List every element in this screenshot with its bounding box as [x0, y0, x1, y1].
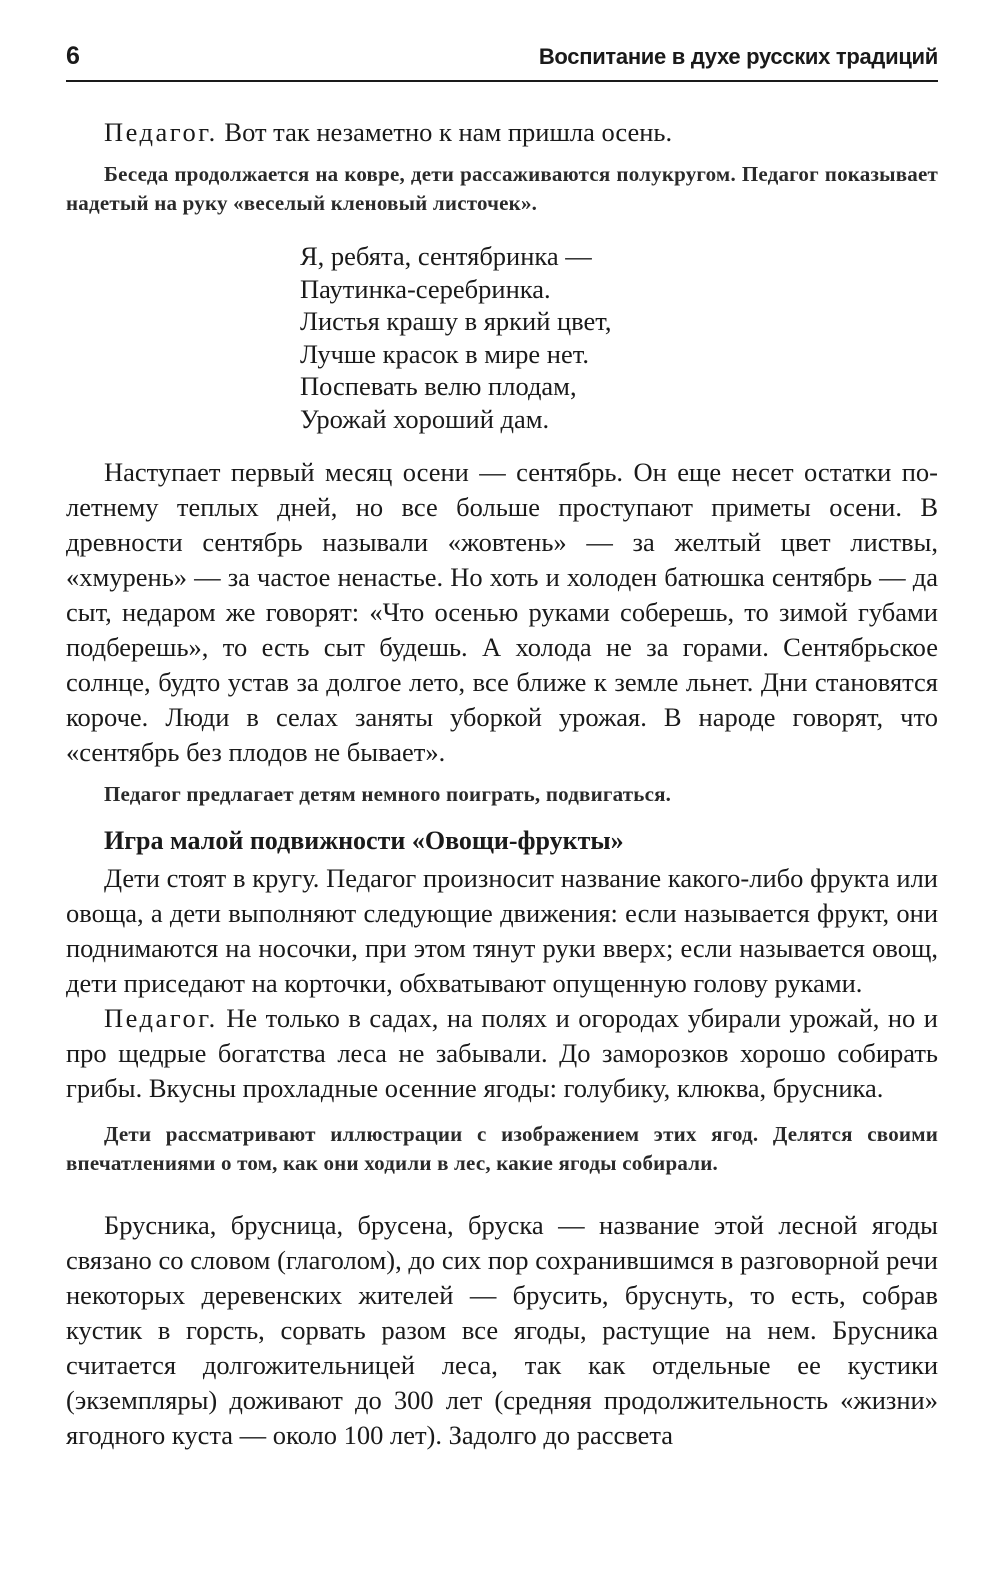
- poem-line: Урожай хороший дам.: [300, 403, 550, 434]
- paragraph-text: Не только в садах, на полях и огородах убирали урожай, но и про щедрые богатства леса не забывали. До заморозков хорошо собирать грибы. Вкусны прохладные осенние ягоды: голубику, клюква, брусника.: [66, 1003, 938, 1103]
- paragraph-september: Наступает первый месяц осени — сентябрь. Он еще несет остатки по-летнему теплых дней, но все больше проступают приметы осени. В древности сентябрь называли «жовтень» — за желтый цвет листвы, «хмурень» — за частое ненастье. Но хоть и холоден батюшка сентябрь — да сыт, недаром же говорят: «Что осенью руками соберешь, то зимой губами подберешь», то есть сыт будешь. А холода не за горами. Сентябрьское солнце, будто устав за долгое лето, все ближе к земле льнет. Дни становятся короче. Люди в селах заняты уборкой урожая. В народе говорят, что «сентябрь без плодов не бывает».: [66, 457, 938, 767]
- paragraph-game-rules: Дети стоят в кругу. Педагог произносит название какого-либо фрукта или овоща, а дети выполняют следующие движения: если называется фрукт, они поднимаются на носочки, при этом тянут руки вверх; если называется овощ, дети приседают на корточки, обхватывают опущенную голову руками.: [66, 863, 938, 998]
- stage-note-2: Педагог предлагает детям немного поиграть, подвигаться.: [104, 782, 672, 806]
- poem-line: Лучше красок в мире нет.: [300, 338, 589, 369]
- paragraph-text: Вот так незаметно к нам пришла осень.: [217, 117, 673, 147]
- paragraph-teacher-2: [66, 1001, 938, 1106]
- paragraph-teacher-1: [66, 115, 938, 150]
- stage-note-1: Беседа продолжается на ковре, дети рассаживаются полукругом. Педагог показывает надетый на руку «веселый кленовый листочек».: [66, 162, 938, 215]
- poem-line: Листья крашу в яркий цвет,: [300, 306, 612, 336]
- paragraph-lingonberry: Брусника, брусница, брусена, бруска — название этой лесной ягоды связано со словом (глаголом), до сих пор сохранившимся в разговорной речи некоторых деревенских жителей — брусить, бруснуть, то есть, собрав кустик в горсть, сорвать разом все ягоды, растущие на нем. Брусника считается долгожительницей леса, так как отдельные ее кустики (экземпляры) доживают до 300 лет (средняя продолжительность «жизни» ягодного куста — около 100 лет). Задолго до рассвета: [66, 1210, 938, 1450]
- page-header: [66, 0, 938, 82]
- page-number: 6: [66, 42, 80, 70]
- stage-note-3: Дети рассматривают иллюстрации с изображением этих ягод. Делятся своими впечатлениями о том, как они ходили в лес, какие ягоды собирали.: [66, 1122, 938, 1175]
- poem-line: Поспевать велю плодам,: [300, 371, 577, 401]
- poem-line: Паутинка-серебринка.: [300, 273, 551, 304]
- section-heading: Игра малой подвижности «Овощи-фрукты»: [104, 826, 624, 855]
- speaker-label: Педагог.: [104, 117, 218, 147]
- running-title: Воспитание в духе русских традиций: [538, 44, 938, 69]
- speaker-label: Педагог.: [104, 1003, 218, 1033]
- book-page: [66, 0, 938, 1453]
- poem-line: Я, ребята, сентябринка —: [300, 241, 592, 271]
- poem: [300, 240, 938, 435]
